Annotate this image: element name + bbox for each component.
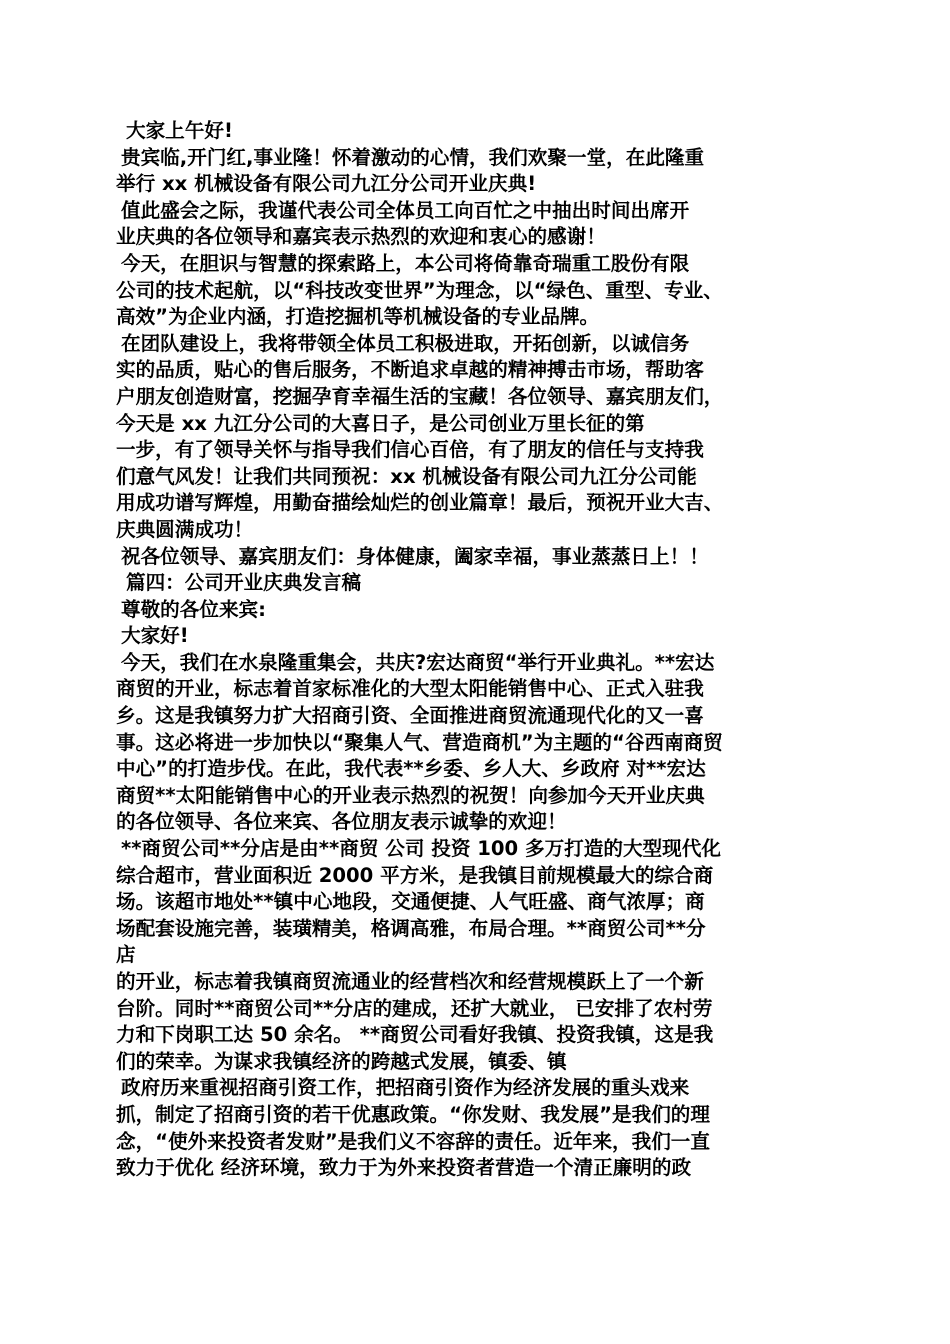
text-line: 念，“使外来投资者发财”是我们义不容辞的责任。近年来，我们一直 (116, 1129, 710, 1153)
text-line: 在团队建设上，我将带领全体员工积极进取，开拓创新，以诚信务 (121, 331, 690, 355)
text-line: 场配套设施完善，装璜精美，格调高雅，布局合理。**商贸公司**分 (116, 916, 706, 940)
text-line: 大家好! (121, 624, 189, 648)
text-line: 大家上午好! (126, 119, 233, 142)
text-line: 一步，有了领导关怀与指导我们信心百倍，有了朋友的信任与支持我 (116, 438, 704, 462)
text-line: 今天，在胆识与智慧的探索路上，本公司将倚靠奇瑞重工股份有限 (121, 251, 690, 275)
text-line: 公司的技术起航，以“科技改变世界”为理念，以“绿色、重型、专业、 (116, 278, 723, 302)
document-body (116, 118, 856, 1182)
text-line: 抓，制定了招商引资的若干优惠政策。“你发财、我发展”是我们的理 (116, 1102, 710, 1126)
text-line: 们的荣幸。为谋求我镇经济的跨越式发展，镇委、镇 (116, 1049, 567, 1073)
text-line: 尊敬的各位来宾: (121, 597, 266, 621)
text-line: **商贸公司**分店是由**商贸 公司 投资 100 多万打造的大型现代化 (121, 837, 721, 861)
text-line: 值此盛会之际，我谨代表公司全体员工向百忙之中抽出时间出席开 (121, 198, 690, 222)
text-line: 综合超市，营业面积近 2000 平方米，是我镇目前规模最大的综合商 (116, 863, 714, 887)
text-line: 事。这必将进一步加快以“聚集人气、营造商机”为主题的“谷西南商贸 (116, 730, 723, 754)
text-line: 实的品质，贴心的售后服务，不断追求卓越的精神搏击市场，帮助客 (116, 358, 704, 382)
text-line: 政府历来重视招商引资工作，把招商引资作为经济发展的重头戏来 (121, 1076, 690, 1100)
text-line: 祝各位领导、嘉宾朋友们：身体健康，阖家幸福，事业蒸蒸日上！！ (121, 544, 709, 568)
text-line: 力和下岗职工达 50 余名。 **商贸公司看好我镇、投资我镇，这是我 (116, 1023, 714, 1047)
text-line: 的开业，标志着我镇商贸流通业的经营档次和经营规模跃上了一个新 (116, 970, 704, 993)
text-line: 台阶。同时**商贸公司**分店的建成，还扩大就业， 已安排了农村劳 (116, 996, 713, 1020)
text-line: 高效”为企业内涵，打造挖掘机等机械设备的专业品牌。 (116, 305, 600, 329)
text-line: 商贸**太阳能销售中心的开业表示热烈的祝贺！向参加今天开业庆典 (116, 783, 705, 807)
text-line: 今天是 xx 九江分公司的大喜日子，是公司创业万里长征的第 (116, 411, 645, 435)
text-line: 户朋友创造财富，挖掘孕育幸福生活的宝藏！各位领导、嘉宾朋友们， (116, 384, 724, 408)
text-line: 业庆典的各位领导和嘉宾表示热烈的欢迎和衷心的感谢！ (116, 225, 606, 249)
text-line: 的各位领导、各位来宾、各位朋友表示诚挚的欢迎！ (116, 810, 567, 834)
text-line: 今天，我们在水泉隆重集会，共庆?宏达商贸“举行开业典礼。**宏达 (121, 650, 715, 674)
text-line: 用成功谱写辉煌，用勤奋描绘灿烂的创业篇章！最后，预祝开业大吉、 (116, 491, 724, 515)
text-line: 店 (116, 943, 136, 967)
text-line: 中心”的打造步伐。在此，我代表**乡委、乡人大、乡政府 对**宏达 (116, 757, 706, 781)
text-line: 庆典圆满成功！ (116, 517, 254, 541)
text-line: 们意气风发！让我们共同预祝：xx 机械设备有限公司九江分公司能 (116, 464, 697, 488)
text-line: 商贸的开业，标志着首家标准化的大型太阳能销售中心、正式入驻我 (116, 677, 704, 701)
text-line: 乡。这是我镇努力扩大招商引资、全面推进商贸流通现代化的又一喜 (116, 704, 704, 728)
text-line: 致力于优化 经济环境，致力于为外来投资者营造一个清正廉明的政 (116, 1156, 692, 1180)
text-line: 贵宾临,开门红,事业隆！怀着激动的心情，我们欢聚一堂，在此隆重 (121, 145, 705, 169)
text-line: 举行 xx 机械设备有限公司九江分公司开业庆典! (116, 172, 537, 196)
text-line: 场。该超市地处**镇中心地段，交通便捷、人气旺盛、商气浓厚；商 (116, 890, 705, 914)
section-heading: 篇四：公司开业庆典发言稿 (126, 571, 362, 595)
